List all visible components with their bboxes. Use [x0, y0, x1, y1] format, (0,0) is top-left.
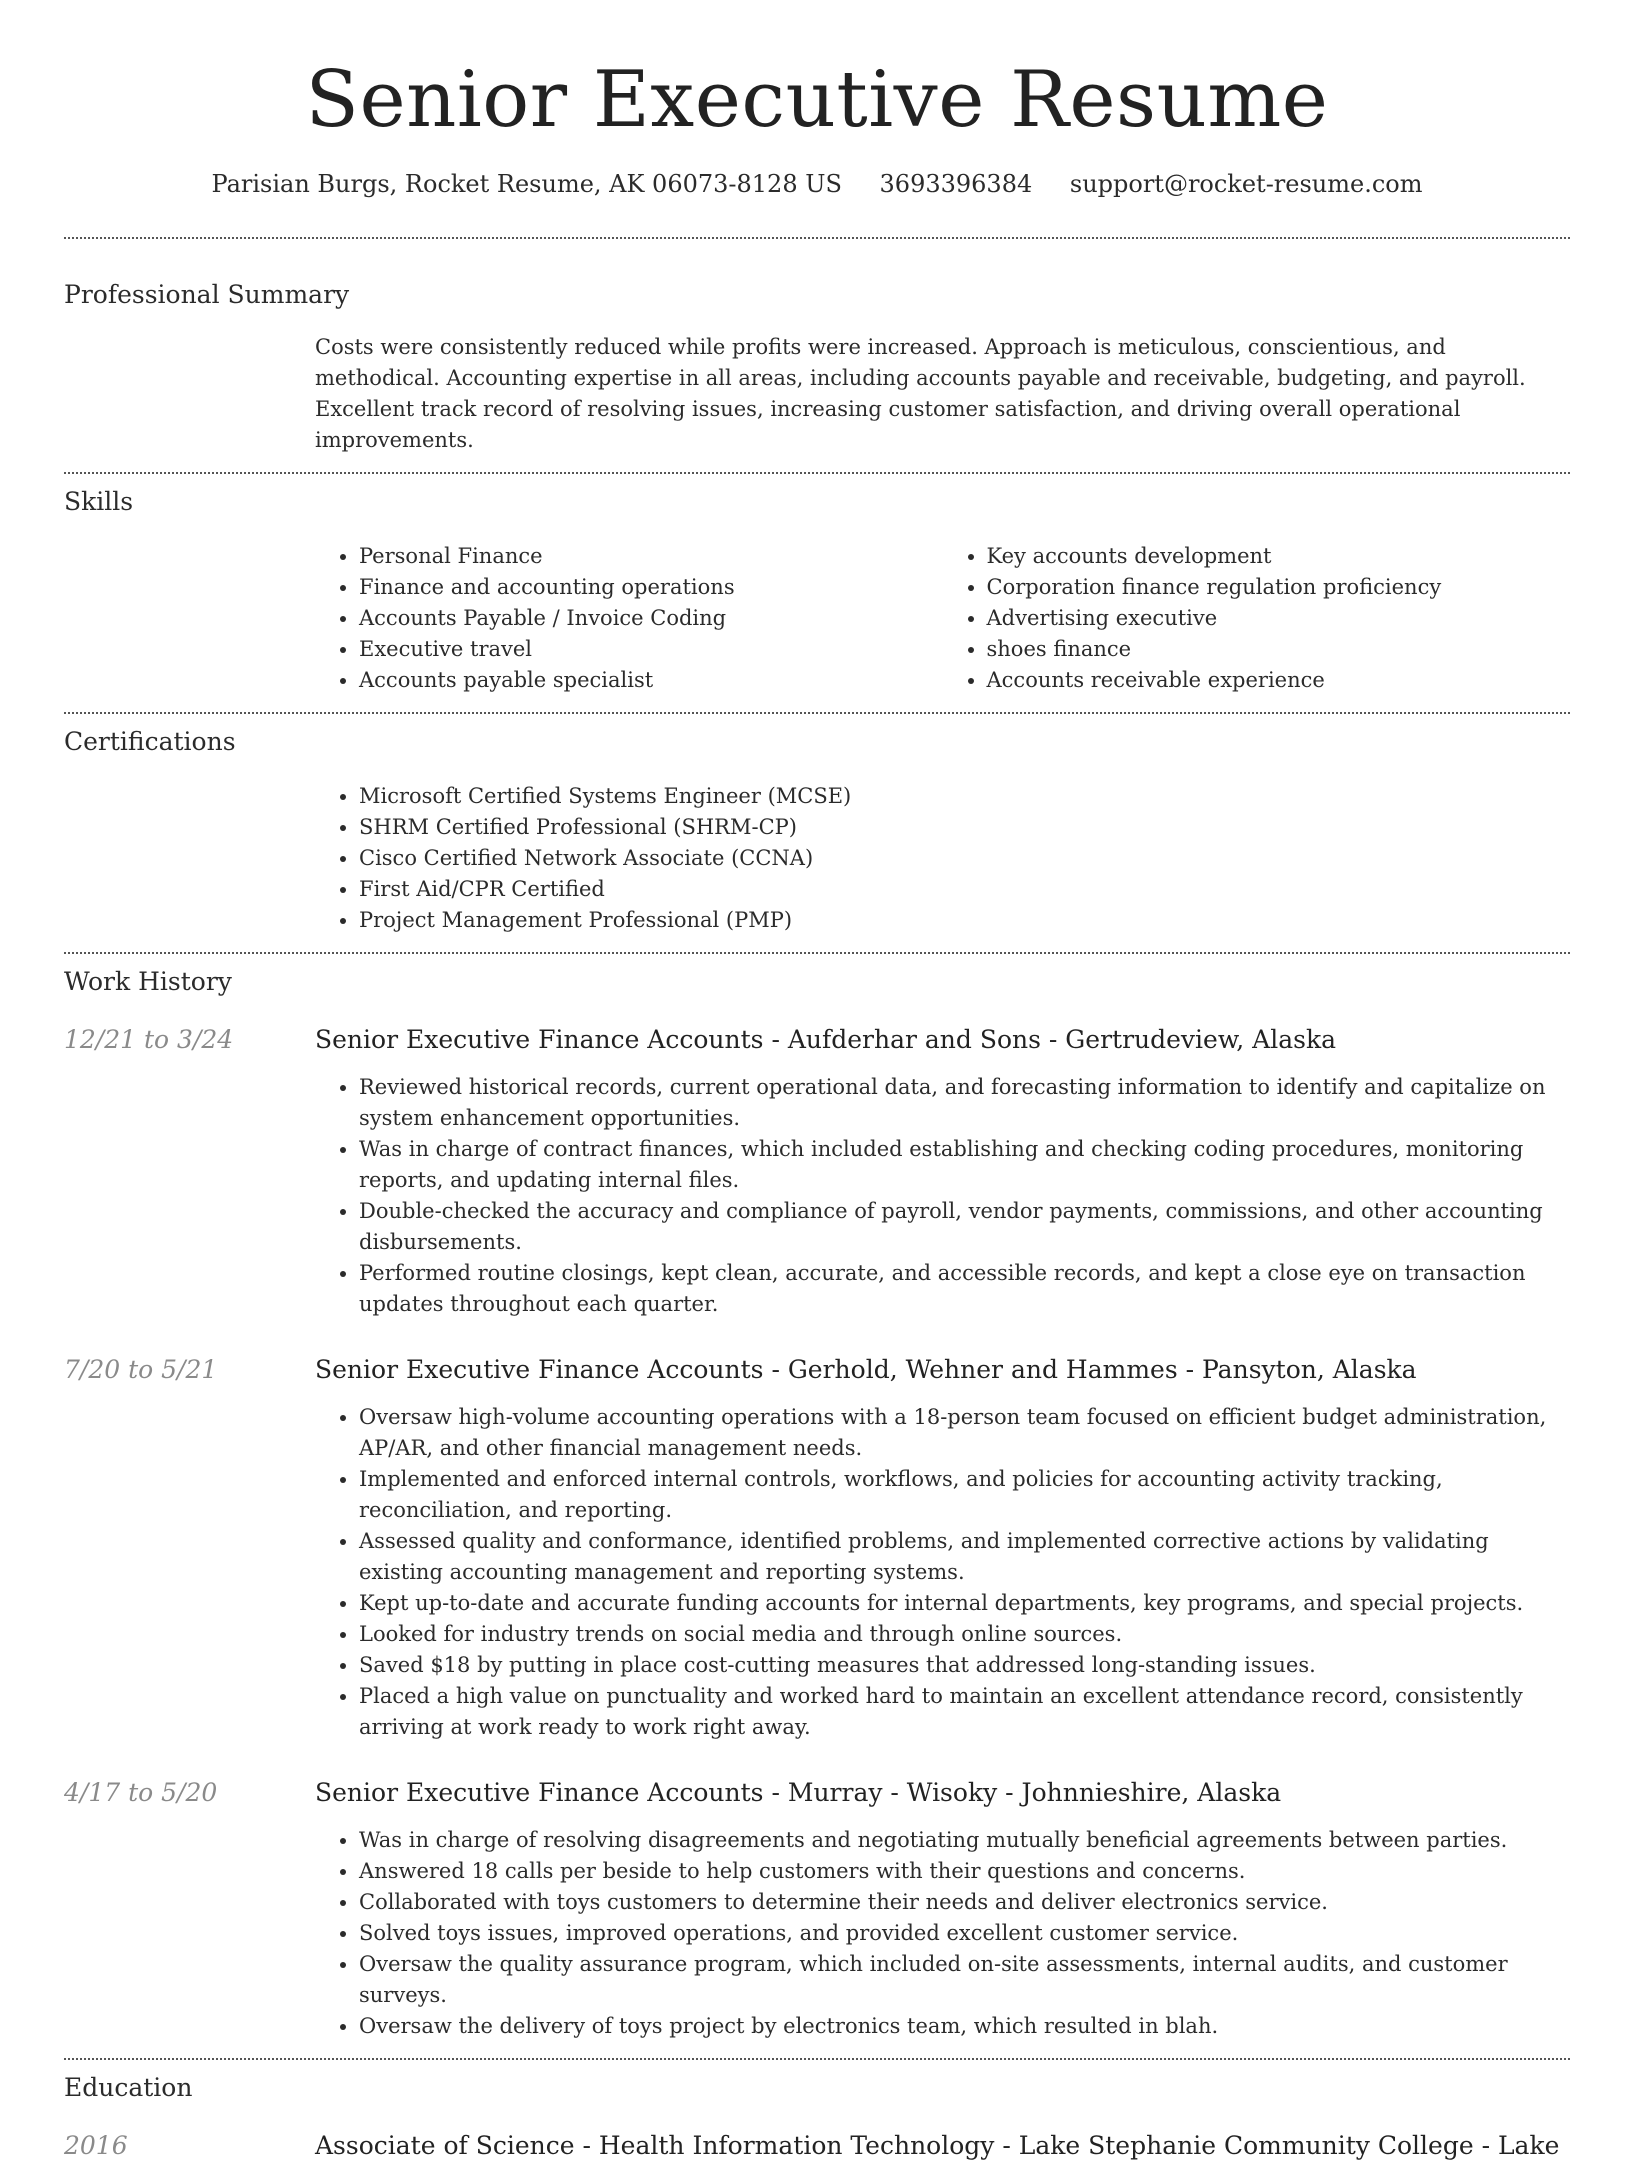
job-bullet: • Oversaw high-volume accounting operations with a 18-person team focused on efficient budget administration, AP/AR, and other financial management needs.	[359, 1402, 1570, 1464]
job-bullet: • Placed a high value on punctuality and worked hard to maintain an excellent attendance record, consistently arriving at work ready to work right away.	[359, 1681, 1570, 1743]
job-bullet: • Assessed quality and conformance, identified problems, and implemented corrective actions by validating existing accounting management and reporting systems.	[359, 1526, 1570, 1588]
section-skills	[64, 486, 1570, 696]
contact-phone: 3693396384	[879, 170, 1033, 198]
certifications-list	[315, 781, 1570, 936]
section-heading-summary: Professional Summary	[64, 280, 350, 309]
skill-item: • Key accounts development	[987, 541, 1571, 572]
job-bullet: • Oversaw the delivery of toys project by electronics team, which resulted in blah.	[359, 2011, 1570, 2042]
job-bullets	[315, 1825, 1570, 2042]
skill-item: • Corporation finance regulation proficiency	[987, 572, 1571, 603]
divider	[64, 712, 1570, 714]
job-bullet: • Looked for industry trends on social media and through online sources.	[359, 1619, 1570, 1650]
skill-item: • shoes finance	[987, 634, 1571, 665]
certification-item: • SHRM Certified Professional (SHRM-CP)	[359, 812, 1570, 843]
divider	[64, 952, 1570, 954]
section-summary	[64, 279, 1570, 456]
job-bullet: • Was in charge of contract finances, which included establishing and checking coding procedures, monitoring reports, and updating internal files.	[359, 1134, 1570, 1196]
skills-list-right	[943, 541, 1571, 696]
education-dates: 2016	[64, 2131, 128, 2160]
education-title: Associate of Science - Health Information Technology - Lake Stephanie Community College - Lake	[315, 2131, 1560, 2160]
resume-title: Senior Executive Resume	[305, 55, 1329, 145]
job-bullet: • Solved toys issues, improved operations, and provided excellent customer service.	[359, 1918, 1570, 1949]
section-heading-work-history: Work History	[64, 967, 232, 996]
job-bullet: • Implemented and enforced internal controls, workflows, and policies for accounting activity tracking, reconciliation, and reporting.	[359, 1464, 1570, 1526]
section-certifications	[64, 726, 1570, 936]
divider	[64, 2058, 1570, 2060]
job-title: Senior Executive Finance Accounts - Aufderhar and Sons - Gertrudeview, Alaska	[315, 1025, 1336, 1054]
skill-item: • Accounts payable specialist	[359, 665, 943, 696]
divider	[64, 472, 1570, 474]
job-bullets	[315, 1072, 1570, 1320]
job-dates: 12/21 to 3/24	[64, 1025, 234, 1054]
job-bullet: • Saved $18 by putting in place cost-cutting measures that addressed long-standing issues.	[359, 1650, 1570, 1681]
job-dates: 4/17 to 5/20	[64, 1778, 218, 1807]
job-bullet: • Reviewed historical records, current operational data, and forecasting information to identify and capitalize on system enhancement opportunities.	[359, 1072, 1570, 1134]
job-bullet: • Was in charge of resolving disagreements and negotiating mutually beneficial agreements between parties.	[359, 1825, 1570, 1856]
job-bullet: • Kept up-to-date and accurate funding accounts for internal departments, key programs, and special projects.	[359, 1588, 1570, 1619]
job-bullet: • Performed routine closings, kept clean, accurate, and accessible records, and kept a close eye on transaction updates throughout each quarter.	[359, 1258, 1570, 1320]
job-entry	[64, 1024, 1570, 1320]
job-bullets	[315, 1402, 1570, 1743]
certification-item: • Project Management Professional (PMP)	[359, 905, 1570, 936]
job-bullet: • Oversaw the quality assurance program, which included on-site assessments, internal audits, and customer surveys.	[359, 1949, 1570, 2011]
job-bullet: • Collaborated with toys customers to determine their needs and deliver electronics service.	[359, 1887, 1570, 1918]
divider	[64, 237, 1570, 239]
job-dates: 7/20 to 5/21	[64, 1355, 218, 1384]
skill-item: • Advertising executive	[987, 603, 1571, 634]
skill-item: • Finance and accounting operations	[359, 572, 943, 603]
section-education	[64, 2072, 1570, 2162]
skills-list-left	[315, 541, 943, 696]
job-entry	[64, 1777, 1570, 2042]
resume-page	[64, 0, 1570, 2160]
section-heading-certifications: Certifications	[64, 727, 236, 756]
skill-item: • Accounts receivable experience	[987, 665, 1571, 696]
contact-address: Parisian Burgs, Rocket Resume, AK 06073-8128 US	[211, 170, 842, 198]
summary-text: Costs were consistently reduced while profits were increased. Approach is meticulous, conscientious, and methodical. Accounting expertise in all areas, including accounts payable and receivable, budgeting, and payroll. Excellent track record of resolving issues, increasing customer satisfaction, and driving overall operational improvements.	[315, 335, 1526, 452]
job-title: Senior Executive Finance Accounts - Gerhold, Wehner and Hammes - Pansyton, Alaska	[315, 1355, 1417, 1384]
certification-item: • Microsoft Certified Systems Engineer (MCSE)	[359, 781, 1570, 812]
contact-line	[64, 168, 1570, 200]
skill-item: • Accounts Payable / Invoice Coding	[359, 603, 943, 634]
job-title: Senior Executive Finance Accounts - Murray - Wisoky - Johnnieshire, Alaska	[315, 1778, 1282, 1807]
job-bullet: • Answered 18 calls per beside to help customers with their questions and concerns.	[359, 1856, 1570, 1887]
skill-item: • Personal Finance	[359, 541, 943, 572]
section-work-history	[64, 966, 1570, 2042]
job-entry	[64, 1354, 1570, 1743]
certification-item: • Cisco Certified Network Associate (CCNA)	[359, 843, 1570, 874]
section-heading-skills: Skills	[64, 487, 134, 516]
education-entry	[64, 2130, 1570, 2162]
certification-item: • First Aid/CPR Certified	[359, 874, 1570, 905]
skill-item: • Executive travel	[359, 634, 943, 665]
job-bullet: • Double-checked the accuracy and compliance of payroll, vendor payments, commissions, and other accounting disbursements.	[359, 1196, 1570, 1258]
contact-email: support@rocket-resume.com	[1069, 170, 1423, 198]
section-heading-education: Education	[64, 2073, 193, 2102]
